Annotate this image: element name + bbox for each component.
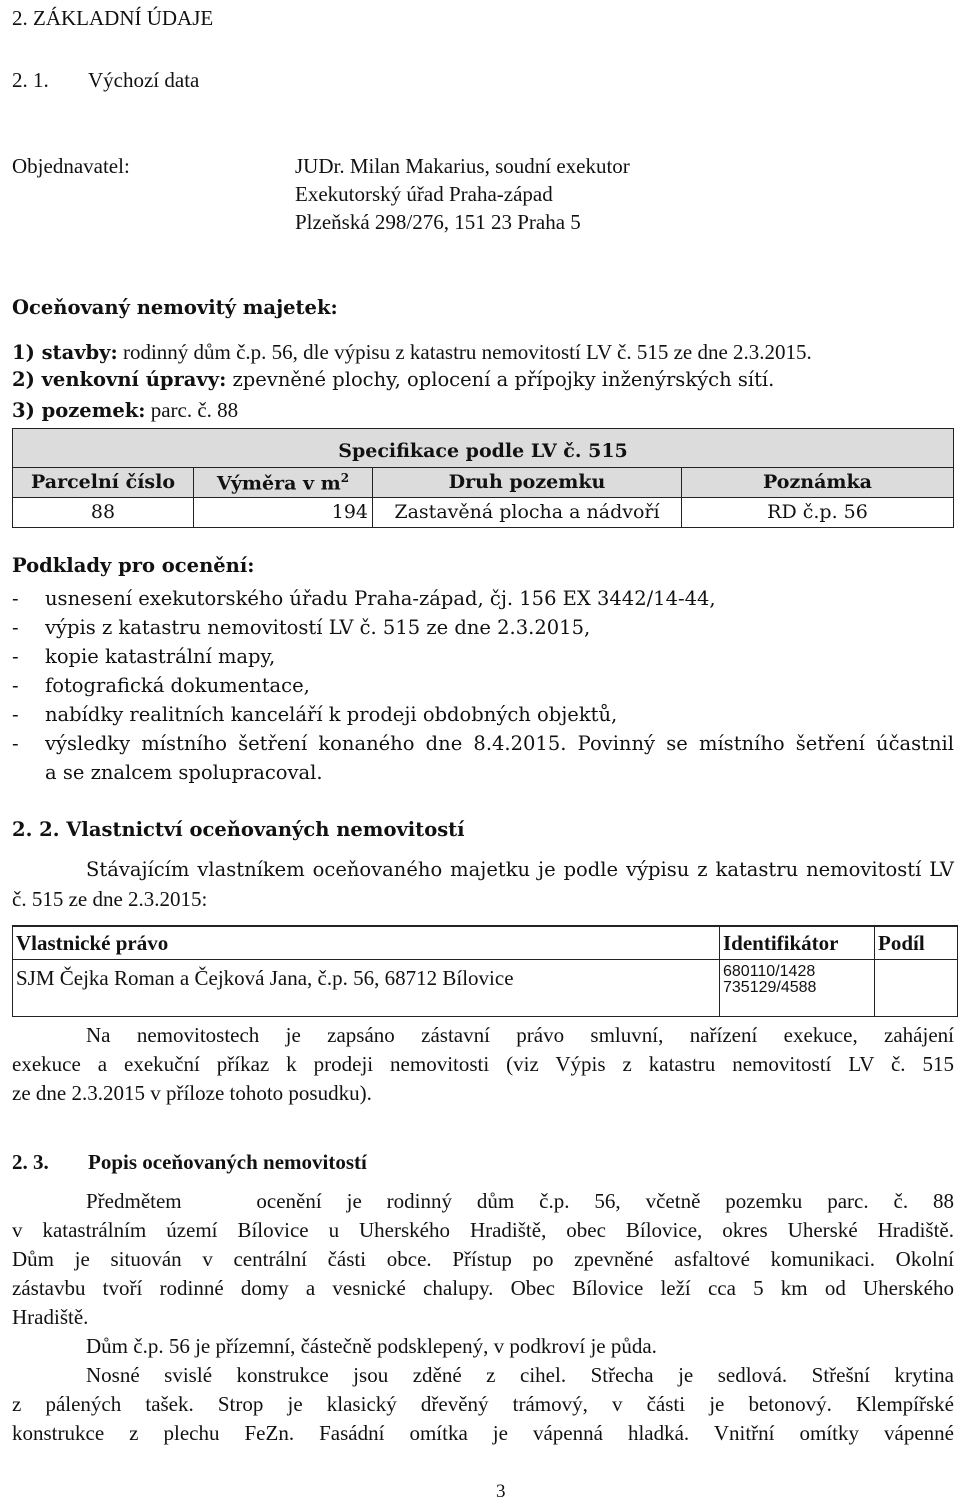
table-row [13,960,958,1017]
description-line: konstrukce z plechu FeZn. Fasádní omítka je vápenná hladká. Vnitřní omítky vápenné [12,1421,954,1445]
spec-table [12,428,954,528]
owners-header-share: Podíl [875,926,958,960]
description-line: Nosné svislé konstrukce jsou zděné z cihel. Střecha je sedlová. Střešní krytina [86,1363,954,1387]
description-line: Dům č.p. 56 je přízemní, částečně podsklepený, v podkroví je půda. [86,1334,657,1358]
client-line: JUDr. Milan Makarius, soudní exekutor [295,154,630,178]
description-line: Hradiště. [12,1305,89,1329]
spec-header-parcel: Parcelní číslo [13,468,194,498]
table-row [13,498,954,528]
client-line: Plzeňská 298/276, 151 23 Praha 5 [295,210,581,234]
basis-title: Podklady pro ocenění: [12,554,255,577]
spec-table-title: Specifikace podle LV č. 515 [13,429,954,468]
list-item: - kopie katastrální mapy, [12,645,276,668]
property-item: 3) pozemek: parc. č. 88 [12,398,239,422]
owners-table [12,925,958,1017]
ownership-intro-cont: č. 515 ze dne 2.3.2015: [12,887,208,911]
client-line: Exekutorský úřad Praha-západ [295,182,553,206]
property-item: 1) stavby: rodinný dům č.p. 56, dle výpisu z katastru nemovitostí LV č. 515 ze dne 2.3.2015. [12,340,812,364]
owners-cell-share [875,960,958,1017]
section-number: 2. 1. [12,68,49,92]
encumbrance-line: Na nemovitostech je zapsáno zástavní právo smluvní, nařízení exekuce, zahájení [86,1023,954,1047]
spec-cell-parcel: 88 [13,498,194,528]
spec-header-area: Výměra v $m^2$ [194,468,373,498]
description-line: v katastrálním území Bílovice u Uherského Hradiště, obec Bílovice, okres Uherské Hradiště. [12,1218,954,1242]
list-item: - výsledky místního šetření konaného dne 8.4.2015. Povinný se místního šetření účastnil [12,732,954,755]
list-item: - nabídky realitních kanceláří k prodeji obdobných objektů, [12,703,618,726]
property-item: 2) venkovní úpravy: zpevněné plochy, oplocení a přípojky inženýrských sítí. [12,368,775,391]
property-label: Oceňovaný nemovitý majetek: [12,296,338,319]
encumbrance-line: exekuce a exekuční příkaz k prodeji nemovitosti (viz Výpis z katastru nemovitostí LV č. 515 [12,1052,954,1076]
owners-cell-ids: 680110/1428 735129/4588 [720,960,875,1017]
section-title-ownership: 2. 2. Vlastnictví oceňovaných nemovitostí [12,818,465,841]
description-line: Dům je situován v centrální části obce. Přístup po zpevněné asfaltové komunikaci. Okolní [12,1247,954,1271]
list-item: - usnesení exekutorského úřadu Praha-západ, čj. 156 EX 3442/14-44, [12,587,716,610]
owners-header-identifier: Identifikátor [720,926,875,960]
owners-header-right: Vlastnické právo [13,926,720,960]
owners-cell-owner: SJM Čejka Roman a Čejková Jana, č.p. 56, 68712 Bílovice [13,960,720,1017]
list-item-continuation: a se znalcem spolupracoval. [45,761,323,784]
client-label: Objednavatel: [12,154,130,178]
section-title-desc: Popis oceňovaných nemovitostí [88,1150,367,1174]
description-line: z pálených tašek. Strop je klasický dřevěný trámový, v části je betonový. Klempířské [12,1392,954,1416]
spec-header-type: Druh pozemku [373,468,682,498]
ownership-intro: Stávajícím vlastníkem oceňovaného majetku je podle výpisu z katastru nemovitostí LV [86,858,954,881]
page-number: 3 [496,1481,506,1502]
spec-cell-area: 194 [194,498,373,528]
list-item: - výpis z katastru nemovitostí LV č. 515 ze dne 2.3.2015, [12,616,591,639]
encumbrance-line: ze dne 2.3.2015 v příloze tohoto posudku). [12,1081,372,1105]
section-title: Výchozí data [88,68,200,92]
description-line: Předmětem ocenění je rodinný dům č.p. 56, včetně pozemku parc. č. 88 [86,1189,954,1213]
section-number-desc: 2. 3. [12,1150,49,1174]
spec-cell-type: Zastavěná plocha a nádvoří [373,498,682,528]
spec-cell-note: RD č.p. 56 [682,498,954,528]
spec-header-note: Poznámka [682,468,954,498]
chapter-heading: 2. ZÁKLADNÍ ÚDAJE [12,6,214,30]
description-line: zástavbu tvoří rodinné domy a vesnické chalupy. Obec Bílovice leží cca 5 km od Uherského [12,1276,954,1300]
list-item: - fotografická dokumentace, [12,674,310,697]
